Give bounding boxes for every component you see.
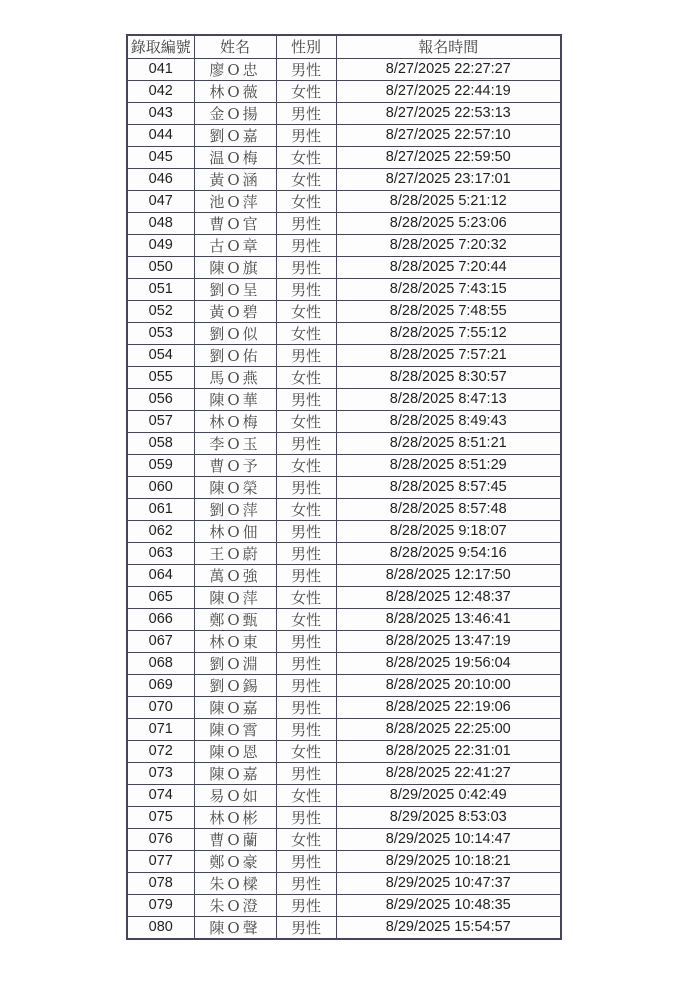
- signup-time-cell: 8/28/2025 7:57:21: [336, 344, 561, 366]
- table-row: [127, 498, 561, 520]
- admission-number-cell: 042: [127, 80, 194, 102]
- table-row: [127, 278, 561, 300]
- signup-time-cell: 8/28/2025 12:17:50: [336, 564, 561, 586]
- table-row: [127, 762, 561, 784]
- gender-cell: 女性: [276, 784, 336, 806]
- gender-cell: 男性: [276, 102, 336, 124]
- gender-cell: 女性: [276, 80, 336, 102]
- name-cell: 劉O萍: [194, 498, 276, 520]
- gender-cell: 男性: [276, 234, 336, 256]
- name-cell: 鄭O豪: [194, 850, 276, 872]
- table-row: [127, 850, 561, 872]
- table-row: [127, 652, 561, 674]
- signup-time-cell: 8/28/2025 8:30:57: [336, 366, 561, 388]
- signup-time-cell: 8/27/2025 22:57:10: [336, 124, 561, 146]
- signup-time-cell: 8/28/2025 8:57:45: [336, 476, 561, 498]
- name-cell: 陳O恩: [194, 740, 276, 762]
- name-cell: 劉O嘉: [194, 124, 276, 146]
- name-cell: 朱O樑: [194, 872, 276, 894]
- gender-cell: 男性: [276, 212, 336, 234]
- table-row: [127, 520, 561, 542]
- name-cell: 温O梅: [194, 146, 276, 168]
- admission-number-cell: 049: [127, 234, 194, 256]
- admission-number-cell: 057: [127, 410, 194, 432]
- signup-time-cell: 8/29/2025 15:54:57: [336, 916, 561, 939]
- name-cell: 王O蔚: [194, 542, 276, 564]
- admission-number-cell: 056: [127, 388, 194, 410]
- table-row: [127, 388, 561, 410]
- gender-cell: 女性: [276, 828, 336, 850]
- name-cell: 陳O嘉: [194, 696, 276, 718]
- gender-cell: 女性: [276, 608, 336, 630]
- admission-number-cell: 065: [127, 586, 194, 608]
- admission-number-cell: 054: [127, 344, 194, 366]
- gender-cell: 男性: [276, 542, 336, 564]
- table-row: [127, 454, 561, 476]
- table-row: [127, 806, 561, 828]
- admission-number-cell: 072: [127, 740, 194, 762]
- table-row: [127, 916, 561, 939]
- name-cell: 陳O聲: [194, 916, 276, 939]
- table-row: [127, 256, 561, 278]
- gender-cell: 男性: [276, 894, 336, 916]
- admission-number-cell: 046: [127, 168, 194, 190]
- signup-time-cell: 8/27/2025 22:27:27: [336, 58, 561, 80]
- admission-number-cell: 071: [127, 718, 194, 740]
- name-cell: 朱O澄: [194, 894, 276, 916]
- admission-number-cell: 044: [127, 124, 194, 146]
- table-row: [127, 828, 561, 850]
- admission-number-cell: 080: [127, 916, 194, 939]
- signup-time-cell: 8/29/2025 10:18:21: [336, 850, 561, 872]
- gender-cell: 男性: [276, 916, 336, 939]
- table-row: [127, 872, 561, 894]
- name-cell: 林O佃: [194, 520, 276, 542]
- admission-number-cell: 062: [127, 520, 194, 542]
- gender-cell: 男性: [276, 762, 336, 784]
- name-cell: 曹O予: [194, 454, 276, 476]
- signup-time-cell: 8/28/2025 9:54:16: [336, 542, 561, 564]
- name-cell: 劉O淵: [194, 652, 276, 674]
- header-name: 姓名: [194, 35, 276, 58]
- gender-cell: 男性: [276, 696, 336, 718]
- signup-time-cell: 8/28/2025 22:19:06: [336, 696, 561, 718]
- table-row: [127, 102, 561, 124]
- admission-number-cell: 058: [127, 432, 194, 454]
- name-cell: 林O東: [194, 630, 276, 652]
- gender-cell: 男性: [276, 388, 336, 410]
- signup-time-cell: 8/28/2025 9:18:07: [336, 520, 561, 542]
- name-cell: 廖O忠: [194, 58, 276, 80]
- signup-time-cell: 8/28/2025 13:46:41: [336, 608, 561, 630]
- signup-time-cell: 8/28/2025 8:51:29: [336, 454, 561, 476]
- name-cell: 劉O錫: [194, 674, 276, 696]
- gender-cell: 女性: [276, 498, 336, 520]
- admission-number-cell: 066: [127, 608, 194, 630]
- admission-number-cell: 063: [127, 542, 194, 564]
- gender-cell: 女性: [276, 740, 336, 762]
- admission-number-cell: 059: [127, 454, 194, 476]
- gender-cell: 男性: [276, 344, 336, 366]
- signup-time-cell: 8/28/2025 8:47:13: [336, 388, 561, 410]
- signup-time-cell: 8/28/2025 20:10:00: [336, 674, 561, 696]
- name-cell: 古O章: [194, 234, 276, 256]
- signup-time-cell: 8/28/2025 8:51:21: [336, 432, 561, 454]
- admission-number-cell: 064: [127, 564, 194, 586]
- header-gender: 性別: [276, 35, 336, 58]
- admission-number-cell: 051: [127, 278, 194, 300]
- signup-time-cell: 8/29/2025 10:47:37: [336, 872, 561, 894]
- signup-time-cell: 8/27/2025 22:44:19: [336, 80, 561, 102]
- gender-cell: 男性: [276, 432, 336, 454]
- signup-time-cell: 8/28/2025 5:23:06: [336, 212, 561, 234]
- gender-cell: 男性: [276, 872, 336, 894]
- registration-list-table: [126, 34, 562, 940]
- signup-time-cell: 8/28/2025 12:48:37: [336, 586, 561, 608]
- name-cell: 陳O華: [194, 388, 276, 410]
- header-signup-time: 報名時間: [336, 35, 561, 58]
- table-row: [127, 696, 561, 718]
- admission-number-cell: 078: [127, 872, 194, 894]
- header-admission-number: 錄取編號: [127, 35, 194, 58]
- admission-number-cell: 061: [127, 498, 194, 520]
- signup-time-cell: 8/28/2025 7:20:44: [336, 256, 561, 278]
- table-row: [127, 168, 561, 190]
- name-cell: 鄭O甄: [194, 608, 276, 630]
- admission-number-cell: 074: [127, 784, 194, 806]
- signup-time-cell: 8/28/2025 7:48:55: [336, 300, 561, 322]
- gender-cell: 女性: [276, 322, 336, 344]
- admission-number-cell: 069: [127, 674, 194, 696]
- signup-time-cell: 8/29/2025 10:48:35: [336, 894, 561, 916]
- table-row: [127, 630, 561, 652]
- admission-number-cell: 055: [127, 366, 194, 388]
- table-row: [127, 410, 561, 432]
- name-cell: 馬O燕: [194, 366, 276, 388]
- table-row: [127, 718, 561, 740]
- gender-cell: 男性: [276, 806, 336, 828]
- gender-cell: 男性: [276, 124, 336, 146]
- gender-cell: 男性: [276, 520, 336, 542]
- signup-time-cell: 8/27/2025 23:17:01: [336, 168, 561, 190]
- admission-number-cell: 043: [127, 102, 194, 124]
- table-row: [127, 322, 561, 344]
- name-cell: 劉O佑: [194, 344, 276, 366]
- admission-number-cell: 075: [127, 806, 194, 828]
- gender-cell: 男性: [276, 256, 336, 278]
- name-cell: 陳O旗: [194, 256, 276, 278]
- gender-cell: 男性: [276, 652, 336, 674]
- gender-cell: 女性: [276, 366, 336, 388]
- admission-number-cell: 070: [127, 696, 194, 718]
- name-cell: 林O彬: [194, 806, 276, 828]
- name-cell: 黃O碧: [194, 300, 276, 322]
- gender-cell: 男性: [276, 58, 336, 80]
- name-cell: 陳O嘉: [194, 762, 276, 784]
- admission-number-cell: 052: [127, 300, 194, 322]
- table-row: [127, 124, 561, 146]
- table-body: [127, 58, 561, 939]
- table-header-row: [127, 35, 561, 58]
- name-cell: 劉O呈: [194, 278, 276, 300]
- name-cell: 林O梅: [194, 410, 276, 432]
- table-row: [127, 366, 561, 388]
- gender-cell: 女性: [276, 586, 336, 608]
- name-cell: 林O薇: [194, 80, 276, 102]
- name-cell: 易O如: [194, 784, 276, 806]
- name-cell: 池O萍: [194, 190, 276, 212]
- admission-number-cell: 076: [127, 828, 194, 850]
- table-row: [127, 432, 561, 454]
- gender-cell: 男性: [276, 850, 336, 872]
- table-row: [127, 564, 561, 586]
- signup-time-cell: 8/29/2025 0:42:49: [336, 784, 561, 806]
- gender-cell: 女性: [276, 300, 336, 322]
- gender-cell: 男性: [276, 476, 336, 498]
- signup-time-cell: 8/27/2025 22:53:13: [336, 102, 561, 124]
- gender-cell: 女性: [276, 168, 336, 190]
- table-row: [127, 146, 561, 168]
- signup-time-cell: 8/28/2025 13:47:19: [336, 630, 561, 652]
- table-row: [127, 740, 561, 762]
- name-cell: 黃O涵: [194, 168, 276, 190]
- table-row: [127, 58, 561, 80]
- gender-cell: 女性: [276, 454, 336, 476]
- table-row: [127, 300, 561, 322]
- signup-time-cell: 8/28/2025 22:31:01: [336, 740, 561, 762]
- table-row: [127, 234, 561, 256]
- admission-number-cell: 073: [127, 762, 194, 784]
- name-cell: 曹O官: [194, 212, 276, 234]
- gender-cell: 男性: [276, 674, 336, 696]
- admission-number-cell: 045: [127, 146, 194, 168]
- name-cell: 陳O霄: [194, 718, 276, 740]
- gender-cell: 男性: [276, 564, 336, 586]
- admission-number-cell: 060: [127, 476, 194, 498]
- admission-number-cell: 068: [127, 652, 194, 674]
- table-row: [127, 674, 561, 696]
- gender-cell: 女性: [276, 190, 336, 212]
- table-row: [127, 894, 561, 916]
- signup-time-cell: 8/28/2025 8:49:43: [336, 410, 561, 432]
- admission-number-cell: 050: [127, 256, 194, 278]
- admission-number-cell: 047: [127, 190, 194, 212]
- signup-time-cell: 8/28/2025 7:55:12: [336, 322, 561, 344]
- signup-time-cell: 8/28/2025 19:56:04: [336, 652, 561, 674]
- signup-time-cell: 8/28/2025 22:41:27: [336, 762, 561, 784]
- admission-number-cell: 041: [127, 58, 194, 80]
- signup-time-cell: 8/28/2025 7:43:15: [336, 278, 561, 300]
- table-row: [127, 80, 561, 102]
- admission-number-cell: 053: [127, 322, 194, 344]
- admission-number-cell: 067: [127, 630, 194, 652]
- table-row: [127, 344, 561, 366]
- signup-time-cell: 8/29/2025 10:14:47: [336, 828, 561, 850]
- table-row: [127, 542, 561, 564]
- gender-cell: 男性: [276, 718, 336, 740]
- table-row: [127, 608, 561, 630]
- name-cell: 金O揚: [194, 102, 276, 124]
- signup-time-cell: 8/27/2025 22:59:50: [336, 146, 561, 168]
- signup-time-cell: 8/28/2025 22:25:00: [336, 718, 561, 740]
- gender-cell: 男性: [276, 278, 336, 300]
- name-cell: 曹O蘭: [194, 828, 276, 850]
- table-row: [127, 586, 561, 608]
- admission-number-cell: 048: [127, 212, 194, 234]
- admission-number-cell: 077: [127, 850, 194, 872]
- name-cell: 萬O強: [194, 564, 276, 586]
- gender-cell: 女性: [276, 410, 336, 432]
- name-cell: 陳O榮: [194, 476, 276, 498]
- signup-time-cell: 8/28/2025 7:20:32: [336, 234, 561, 256]
- name-cell: 劉O似: [194, 322, 276, 344]
- table-row: [127, 476, 561, 498]
- name-cell: 陳O萍: [194, 586, 276, 608]
- signup-time-cell: 8/29/2025 8:53:03: [336, 806, 561, 828]
- name-cell: 李O玉: [194, 432, 276, 454]
- table-row: [127, 190, 561, 212]
- table-row: [127, 212, 561, 234]
- signup-time-cell: 8/28/2025 8:57:48: [336, 498, 561, 520]
- gender-cell: 女性: [276, 146, 336, 168]
- admission-number-cell: 079: [127, 894, 194, 916]
- gender-cell: 男性: [276, 630, 336, 652]
- table-row: [127, 784, 561, 806]
- signup-time-cell: 8/28/2025 5:21:12: [336, 190, 561, 212]
